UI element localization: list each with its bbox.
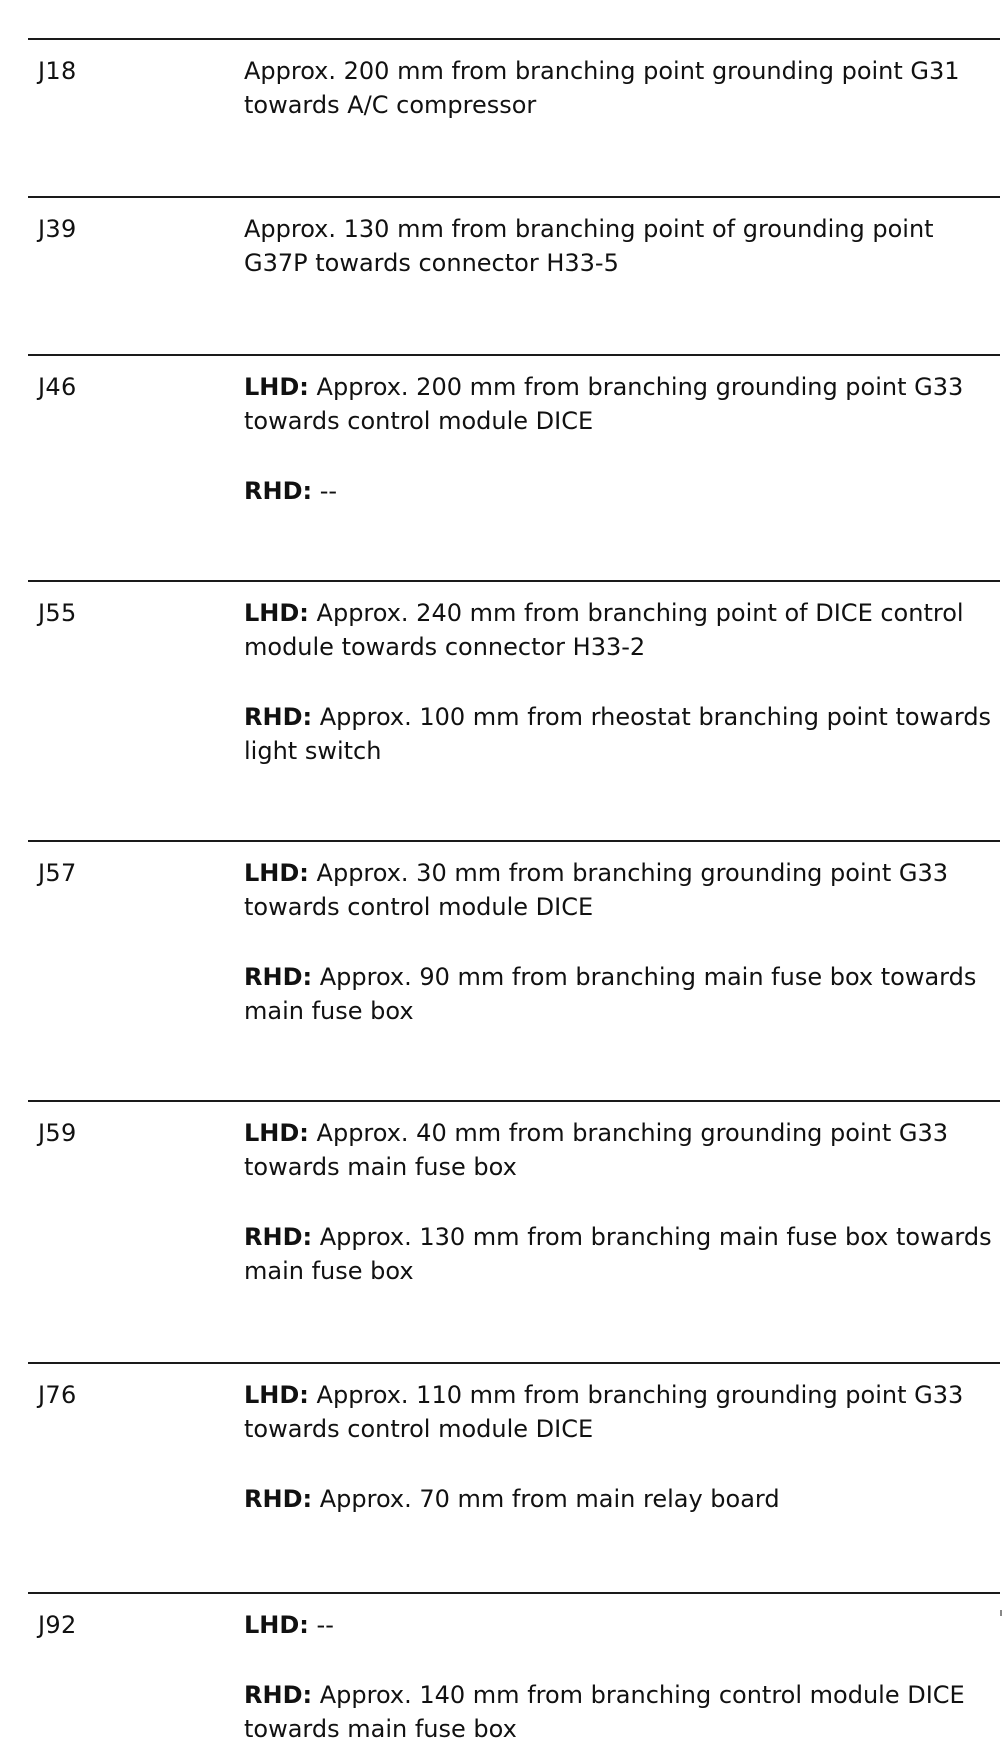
junction-description: [244, 1378, 994, 1516]
description-text: Approx. 130 mm from branching main fuse box towards main fuse box: [244, 1223, 992, 1285]
table-row: [28, 354, 1000, 582]
description-paragraph: [244, 596, 994, 664]
table-row: [28, 580, 1000, 842]
description-text: Approx. 100 mm from rheostat branching point towards light switch: [244, 703, 992, 765]
junction-code: J76: [38, 1381, 77, 1409]
junction-description: [244, 596, 994, 768]
lhd-label: LHD:: [244, 859, 309, 887]
description-paragraph: [244, 1608, 994, 1642]
junction-description: [244, 1608, 994, 1746]
table-row: [28, 38, 1000, 198]
description-paragraph: [244, 212, 994, 280]
table-row: [28, 1100, 1000, 1364]
description-text: Approx. 30 mm from branching grounding point G33 towards control module DICE: [244, 859, 949, 921]
description-paragraph: [244, 474, 994, 508]
rhd-label: RHD:: [244, 1485, 313, 1513]
lhd-label: LHD:: [244, 373, 309, 401]
description-paragraph: [244, 1378, 994, 1446]
junction-code: J46: [38, 373, 77, 401]
description-paragraph: [244, 856, 994, 924]
description-text: --: [316, 1611, 334, 1639]
junction-code: J55: [38, 599, 77, 627]
description-text: Approx. 200 mm from branching point grounding point G31 towards A/C compressor: [244, 57, 960, 119]
junction-description: [244, 1116, 994, 1288]
lhd-label: LHD:: [244, 1611, 309, 1639]
table-row: [28, 1362, 1000, 1594]
description-text: Approx. 40 mm from branching grounding point G33 towards main fuse box: [244, 1119, 949, 1181]
junction-description: [244, 370, 994, 508]
description-text: Approx. 130 mm from branching point of grounding point G37P towards connector H33-5: [244, 215, 934, 277]
description-paragraph: [244, 700, 994, 768]
rhd-label: RHD:: [244, 1223, 313, 1251]
description-text: Approx. 70 mm from main relay board: [319, 1485, 780, 1513]
table-row: [28, 1592, 1000, 1764]
rhd-label: RHD:: [244, 963, 313, 991]
junction-code: J39: [38, 215, 77, 243]
junction-code: J18: [38, 57, 77, 85]
junction-description: [244, 54, 994, 122]
junction-code: J57: [38, 859, 77, 887]
rhd-label: RHD:: [244, 703, 313, 731]
lhd-label: LHD:: [244, 1381, 309, 1409]
lhd-label: LHD:: [244, 599, 309, 627]
scan-speck: [1000, 1610, 1002, 1616]
description-text: Approx. 110 mm from branching grounding point G33 towards control module DICE: [244, 1381, 964, 1443]
description-text: Approx. 240 mm from branching point of DICE control module towards connector H33-2: [244, 599, 964, 661]
description-paragraph: [244, 54, 994, 122]
junction-code: J59: [38, 1119, 77, 1147]
description-paragraph: [244, 1116, 994, 1184]
description-text: --: [319, 477, 338, 505]
description-paragraph: [244, 1482, 994, 1516]
description-text: Approx. 90 mm from branching main fuse box towards main fuse box: [244, 963, 977, 1025]
lhd-label: LHD:: [244, 1119, 309, 1147]
junction-description: [244, 856, 994, 1028]
table-row: [28, 196, 1000, 356]
description-text: Approx. 140 mm from branching control module DICE towards main fuse box: [244, 1681, 965, 1743]
description-paragraph: [244, 1220, 994, 1288]
rhd-label: RHD:: [244, 477, 313, 505]
junction-description: [244, 212, 994, 280]
description-paragraph: [244, 370, 994, 438]
rhd-label: RHD:: [244, 1681, 313, 1709]
table-row: [28, 840, 1000, 1102]
description-text: Approx. 200 mm from branching grounding point G33 towards control module DICE: [244, 373, 964, 435]
description-paragraph: [244, 960, 994, 1028]
description-paragraph: [244, 1678, 994, 1746]
junction-code: J92: [38, 1611, 77, 1639]
